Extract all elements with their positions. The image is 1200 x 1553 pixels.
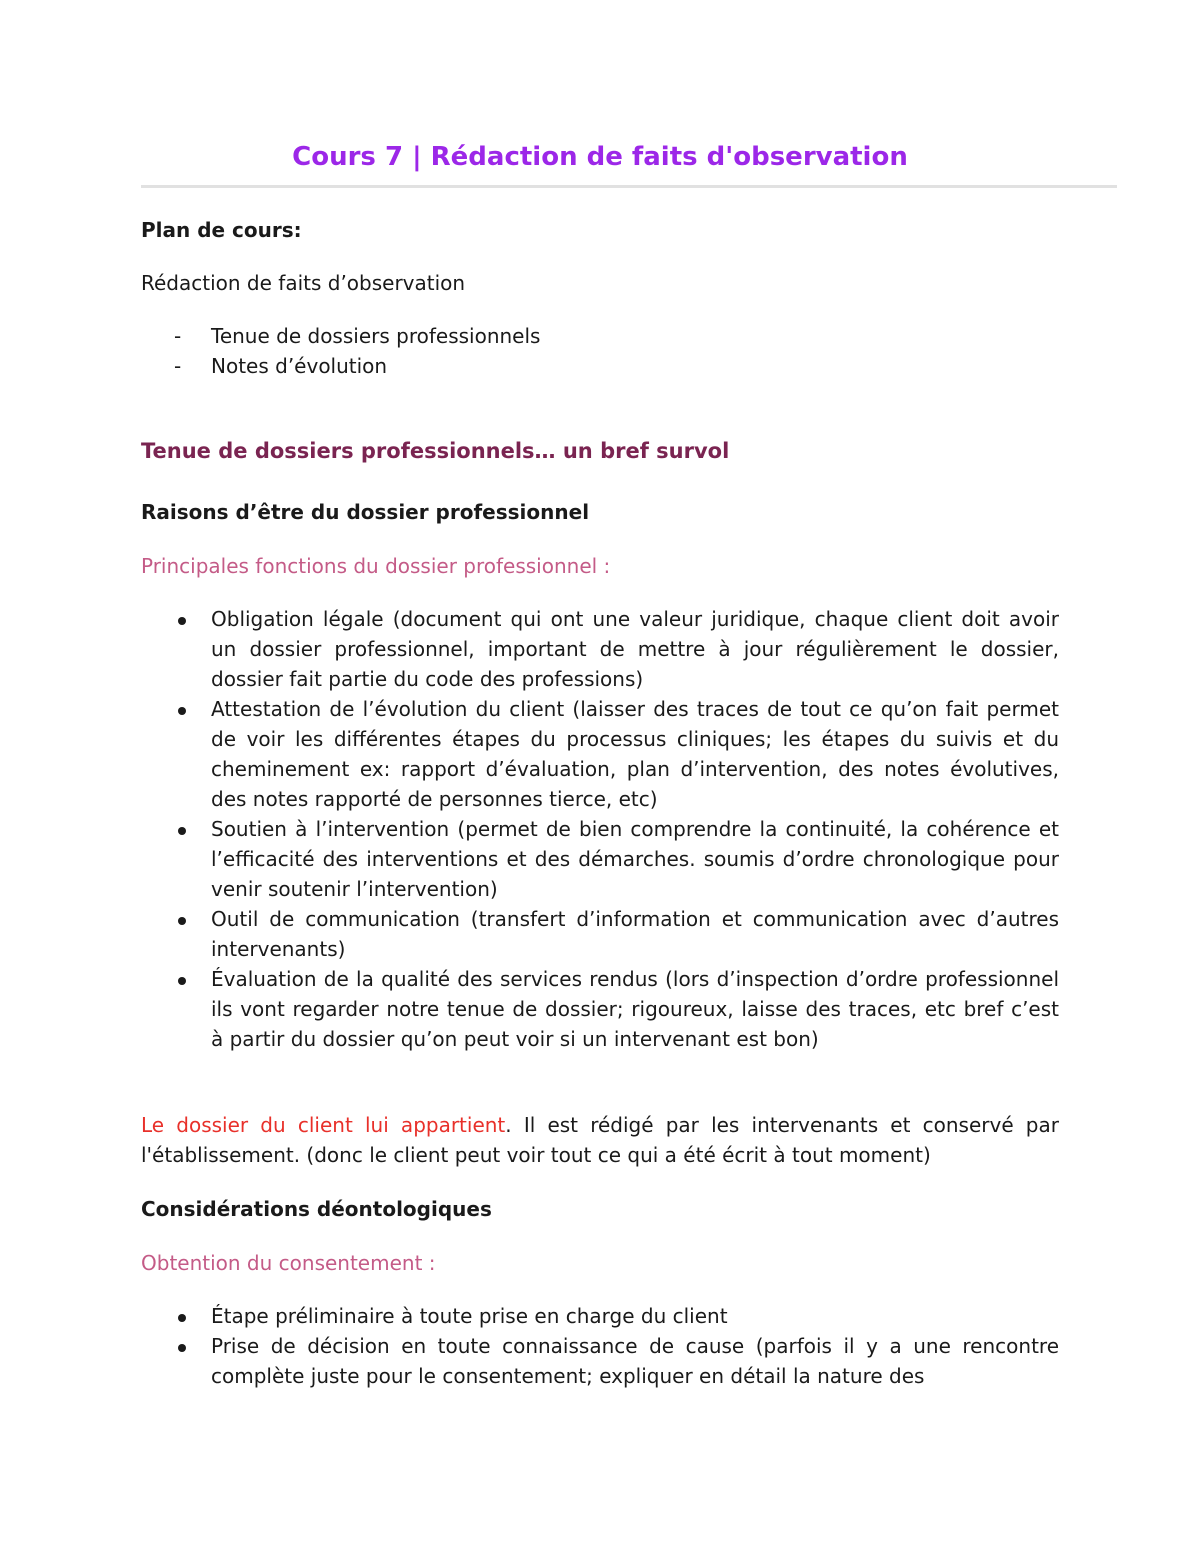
bullet-icon: [178, 1314, 186, 1322]
functions-list: [141, 604, 1059, 1054]
bullet-icon: [178, 917, 186, 925]
list-item: Soutien à l’intervention (permet de bien comprendre la continuité, la cohérence et l’efficacité des interventions et des démarches. soumis d’ordre chronologique pour venir soutenir l’intervention): [141, 814, 1059, 904]
ownership-text: . Il est rédigé par les intervenants et conservé par l'établissement. (donc le client peut voir tout ce qui a été écrit à tout moment): [141, 1113, 1059, 1167]
dash-marker: -: [174, 354, 182, 378]
ownership-paragraph: [141, 1110, 1059, 1170]
list-item: Outil de communication (transfert d’information et communication avec d’autres intervenants): [141, 904, 1059, 964]
list-item: Étape préliminaire à toute prise en charge du client: [141, 1301, 1059, 1331]
list-item: Attestation de l’évolution du client (laisser des traces de tout ce qu’on fait permet de voir les différentes étapes du processus cliniques; les étapes du suivis et du cheminement ex: rapport d’évaluation, plan d’intervention, des notes évolutives, des notes rapporté de personnes tierce, etc): [141, 694, 1059, 814]
plan-heading: Plan de cours:: [141, 218, 302, 242]
ownership-highlight: Le dossier du client lui appartient: [141, 1113, 506, 1137]
subsection-heading: Raisons d’être du dossier professionnel: [141, 500, 590, 524]
plan-list-item: - Tenue de dossiers professionnels: [141, 321, 1059, 351]
consent-list: [141, 1301, 1059, 1391]
list-item: Obligation légale (document qui ont une valeur juridique, chaque client doit avoir un dossier professionnel, important de mettre à jour régulièrement le dossier, dossier fait partie du code des professions): [141, 604, 1059, 694]
consent-label: Obtention du consentement :: [141, 1251, 436, 1275]
plan-subtitle: Rédaction de faits d’observation: [141, 271, 466, 295]
dash-marker: -: [174, 324, 182, 348]
list-item: Évaluation de la qualité des services rendus (lors d’inspection d’ordre professionnel ils vont regarder notre tenue de dossier; rigoureux, laisse des traces, etc bref c’est à partir du dossier qu’on peut voir si un intervenant est bon): [141, 964, 1059, 1054]
functions-label: Principales fonctions du dossier professionnel :: [141, 554, 611, 578]
list-item: Prise de décision en toute connaissance de cause (parfois il y a une rencontre complète juste pour le consentement; expliquer en détail la nature des: [141, 1331, 1059, 1391]
bullet-icon: [178, 1344, 186, 1352]
bullet-icon: [178, 827, 186, 835]
section-heading: Considérations déontologiques: [141, 1197, 492, 1221]
title-divider: [141, 185, 1117, 188]
section-heading: Tenue de dossiers professionnels… un bref survol: [141, 439, 730, 463]
plan-list: [141, 321, 1059, 381]
plan-list-item: - Notes d’évolution: [141, 351, 1059, 381]
bullet-icon: [178, 707, 186, 715]
bullet-icon: [178, 977, 186, 985]
page-title: Cours 7 | Rédaction de faits d'observation: [292, 142, 908, 172]
bullet-icon: [178, 617, 186, 625]
